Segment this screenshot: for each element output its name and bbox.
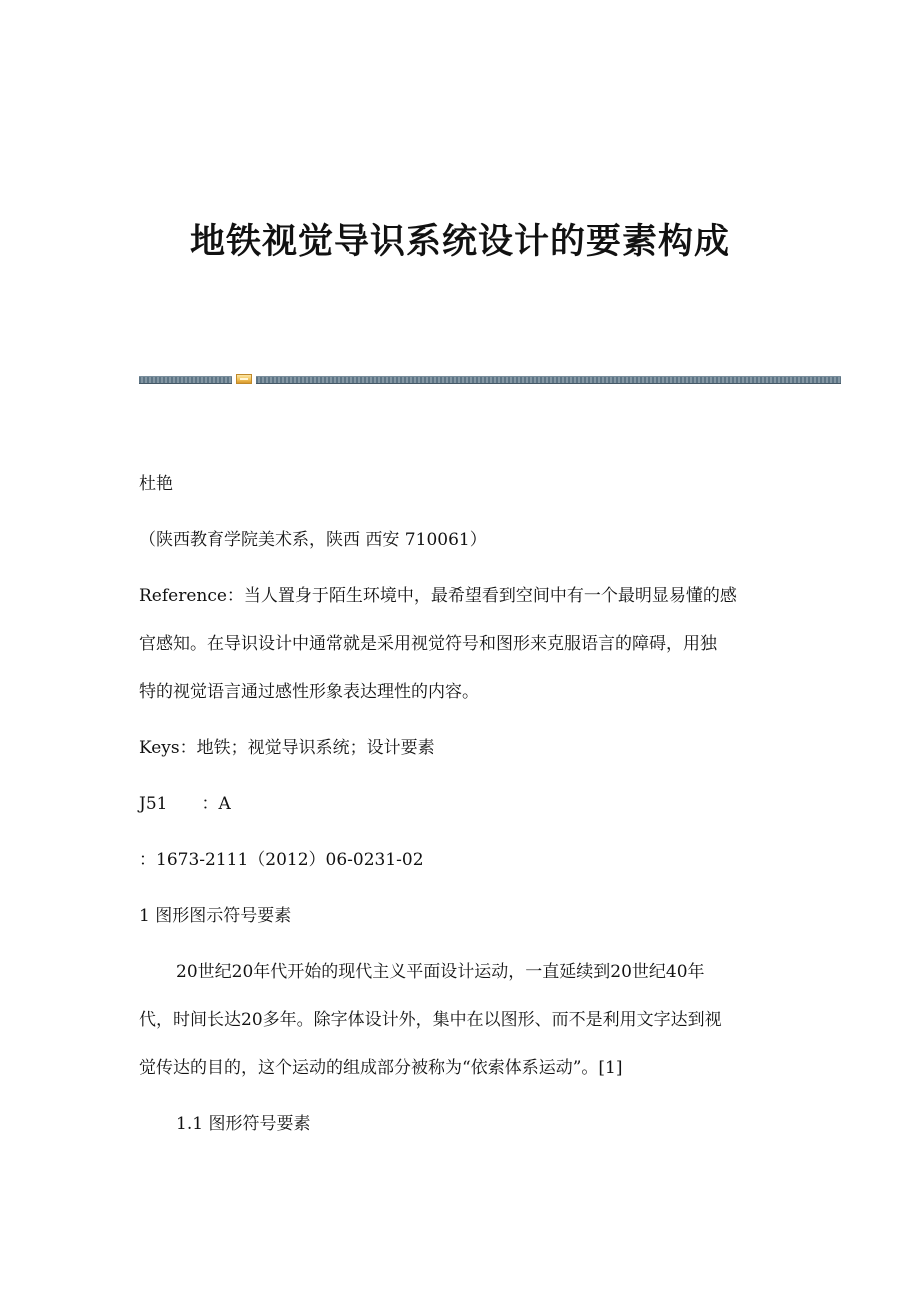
- section-heading: 1 图形图示符号要素: [139, 906, 292, 926]
- divider-bar-right: [256, 376, 841, 384]
- decorative-divider: [139, 374, 841, 384]
- paragraph-line-2: 代，时间长达20多年。除字体设计外，集中在以图形、而不是利用文字达到视: [139, 1010, 722, 1030]
- abstract-line-3: 特的视觉语言通过感性形象表达理性的内容。: [139, 682, 479, 702]
- article-number-line: ：1673-2111（2012）06-0231-02: [139, 850, 424, 870]
- paragraph-line-3: 觉传达的目的，这个运动的组成部分被称为“依索体系运动”。[1]: [139, 1058, 623, 1078]
- classification-line: J51 ：A: [139, 794, 231, 814]
- abstract-line-2: 官感知。在导识设计中通常就是采用视觉符号和图形来克服语言的障碍，用独: [139, 634, 717, 654]
- keywords-line: Keys：地铁；视觉导识系统；设计要素: [139, 738, 435, 758]
- divider-bar-left: [139, 376, 232, 384]
- abstract-line-1: Reference：当人置身于陌生环境中，最希望看到空间中有一个最明显易懂的感: [139, 586, 737, 606]
- document-title: 地铁视觉导识系统设计的要素构成: [189, 222, 730, 262]
- author-name: 杜艳: [139, 474, 173, 494]
- subsection-heading: 1.1 图形符号要素: [176, 1114, 311, 1134]
- paragraph-line-1: 20世纪20年代开始的现代主义平面设计运动，一直延续到20世纪40年: [176, 962, 705, 982]
- author-affiliation: （陕西教育学院美术系，陕西 西安 710061）: [139, 530, 487, 550]
- divider-ornament-icon: [236, 374, 252, 384]
